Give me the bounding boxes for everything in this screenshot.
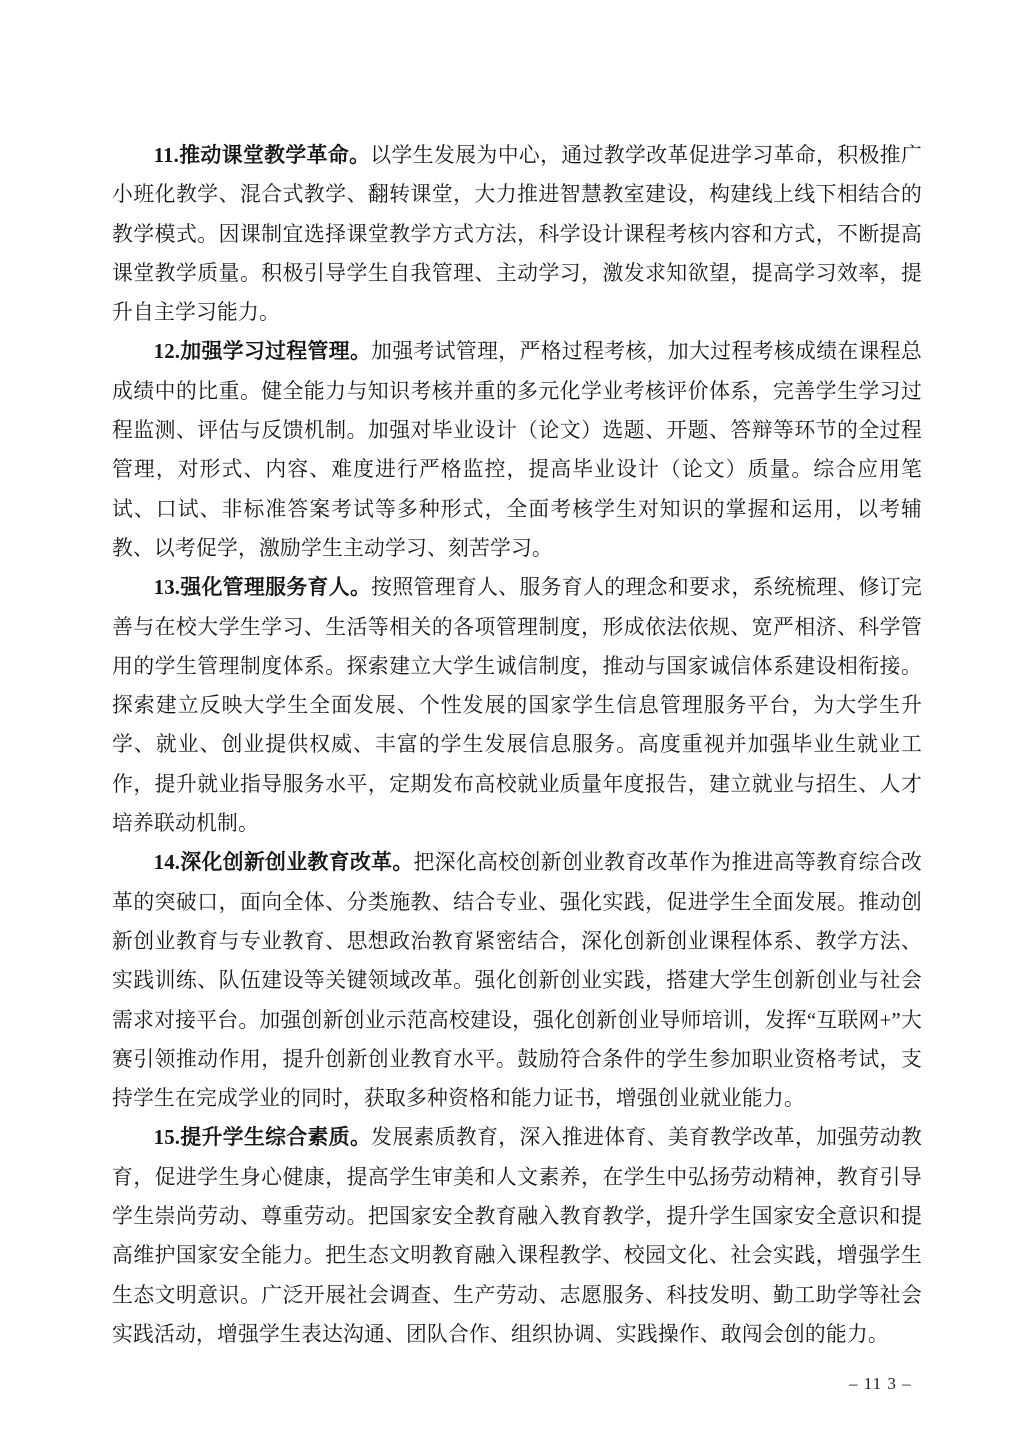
paragraph-14 [112,843,922,1118]
paragraph-15 [112,1118,922,1354]
page-number: – 11 3 – [849,1374,912,1393]
paragraph-14-text: 把深化高校创新创业教育改革作为推进高等教育综合改革的突破口，面向全体、分类施教、结合专业、强化实践，促进学生全面发展。推动创新创业教育与专业教育、思想政治教育紧密结合，深化创新创业课程体系、教学方法、实践训练、队伍建设等关键领域改革。强化创新创业实践，搭建大学生创新创业与社会需求对接平台。加强创新创业示范高校建设，强化创新创业导师培训，发挥“互联网+”大赛引领推动作用，提升创新创业教育水平。鼓励符合条件的学生参加职业资格考试，支持学生在完成学业的同时，获取多种资格和能力证书，增强创业就业能力。 [112,851,922,1111]
document-content [112,136,922,1354]
paragraph-15-heading: 15.提升学生综合素质。 [153,1126,372,1150]
paragraph-14-heading: 14.深化创新创业教育改革。 [153,851,414,875]
paragraph-15-text: 发展素质教育，深入推进体育、美育教学改革，加强劳动教育，促进学生身心健康，提高学生审美和人文素养，在学生中弘扬劳动精神，教育引导学生崇尚劳动、尊重劳动。把国家安全教育融入教育教学，提升学生国家安全意识和提高维护国家安全能力。把生态文明教育融入课程教学、校园文化、社会实践，增强学生生态文明意识。广泛开展社会调查、生产劳动、志愿服务、科技发明、勤工助学等社会实践活动，增强学生表达沟通、团队合作、组织协调、实践操作、敢闯会创的能力。 [112,1126,922,1346]
paragraph-11 [112,136,922,332]
paragraph-11-text: 以学生发展为中心，通过教学改革促进学习革命，积极推广小班化教学、混合式教学、翻转课堂，大力推进智慧教室建设，构建线上线下相结合的教学模式。因课制宜选择课堂教学方式方法，科学设计课程考核内容和方式，不断提高课堂教学质量。积极引导学生自我管理、主动学习，激发求知欲望，提高学习效率，提升自主学习能力。 [112,144,923,325]
paragraph-11-heading: 11.推动课堂教学革命。 [153,144,371,167]
paragraph-13 [112,568,922,843]
paragraph-12 [112,332,922,568]
paragraph-13-heading: 13.强化管理服务育人。 [153,576,372,600]
paragraph-12-heading: 12.加强学习过程管理。 [153,340,372,364]
paragraph-13-text: 按照管理育人、服务育人的理念和要求，系统梳理、修订完善与在校大学生学习、生活等相关的各项管理制度，形成依法依规、宽严相济、科学管用的学生管理制度体系。探索建立大学生诚信制度，推动与国家诚信体系建设相衔接。探索建立反映大学生全面发展、个性发展的国家学生信息管理服务平台，为大学生升学、就业、创业提供权威、丰富的学生发展信息服务。高度重视并加强毕业生就业工作，提升就业指导服务水平，定期发布高校就业质量年度报告，建立就业与招生、人才培养联动机制。 [112,576,922,836]
paragraph-12-text: 加强考试管理，严格过程考核，加大过程考核成绩在课程总成绩中的比重。健全能力与知识考核并重的多元化学业考核评价体系，完善学生学习过程监测、评估与反馈机制。加强对毕业设计（论文）选题、开题、答辩等环节的全过程管理，对形式、内容、难度进行严格监控，提高毕业设计（论文）质量。综合应用笔试、口试、非标准答案考试等多种形式，全面考核学生对知识的掌握和运用，以考辅教、以考促学，激励学生主动学习、刻苦学习。 [112,340,922,560]
